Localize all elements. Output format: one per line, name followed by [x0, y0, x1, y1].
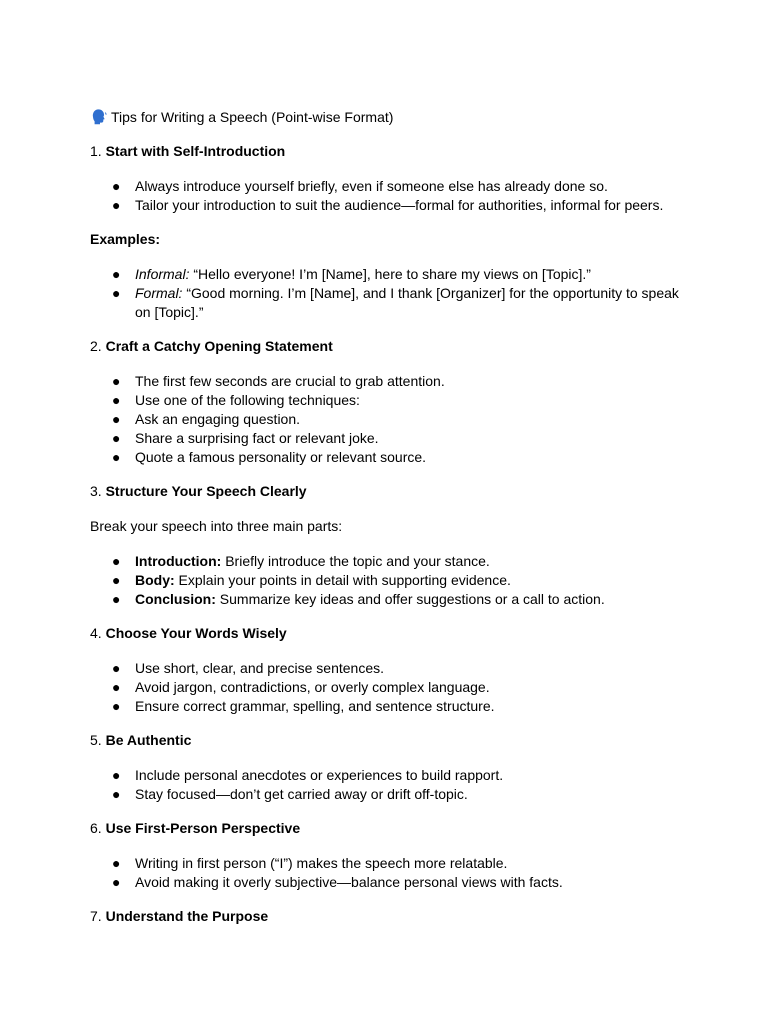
section-title: Craft a Catchy Opening Statement — [105, 338, 333, 354]
list-item — [90, 590, 690, 609]
list-item-text: Ensure correct grammar, spelling, and sentence structure. — [135, 698, 495, 714]
bullet-icon: ● — [112, 855, 121, 871]
section-heading-5 — [90, 731, 690, 750]
part-label: Conclusion: — [135, 591, 216, 607]
list-item — [90, 659, 690, 678]
part-label: Introduction: — [135, 553, 222, 569]
example-label: Informal: — [135, 266, 190, 282]
section-title: Understand the Purpose — [105, 908, 269, 924]
examples-label: Examples: — [90, 231, 161, 247]
bullet-icon: ● — [112, 786, 121, 802]
list-item — [90, 854, 690, 873]
bullet-list — [90, 552, 690, 609]
document-title-row — [90, 107, 690, 126]
list-item-text: Avoid making it overly subjective—balance personal views with facts. — [135, 874, 563, 890]
list-item — [90, 284, 690, 322]
bullet-icon: ● — [112, 266, 121, 282]
section-heading-4 — [90, 624, 690, 643]
bullet-list — [90, 766, 690, 804]
example-text: “Good morning. I’m [Name], and I thank [Organizer] for the opportunity to speak on [Topic].” — [135, 285, 679, 320]
list-item-text: Share a surprising fact or relevant joke. — [135, 430, 379, 446]
bullet-icon: ● — [112, 767, 121, 783]
section-number: 4. — [90, 625, 102, 641]
part-text: Summarize key ideas and offer suggestions or a call to action. — [215, 591, 605, 607]
example-text: “Hello everyone! I’m [Name], here to share my views on [Topic].” — [189, 266, 591, 282]
list-item-text: Quote a famous personality or relevant source. — [135, 449, 427, 465]
part-label: Body: — [135, 572, 175, 588]
list-item-text: Avoid jargon, contradictions, or overly complex language. — [135, 679, 490, 695]
section-number: 1. — [90, 143, 102, 159]
bullet-list — [90, 854, 690, 892]
list-item-text: Include personal anecdotes or experiences to build rapport. — [135, 767, 504, 783]
list-item — [90, 571, 690, 590]
list-item-text: The first few seconds are crucial to grab attention. — [135, 373, 445, 389]
section-title: Structure Your Speech Clearly — [105, 483, 307, 499]
document-body — [90, 107, 690, 942]
section-heading-1 — [90, 142, 690, 161]
section-heading-7 — [90, 907, 690, 926]
list-item-text: Tailor your introduction to suit the audience—formal for authorities, informal for peers. — [135, 197, 664, 213]
list-item — [90, 391, 690, 410]
list-item — [90, 448, 690, 467]
section-number: 7. — [90, 908, 102, 924]
part-text: Briefly introduce the topic and your stance. — [221, 553, 490, 569]
list-item — [90, 678, 690, 697]
bullet-icon: ● — [112, 178, 121, 194]
section-number: 6. — [90, 820, 102, 836]
list-item — [90, 697, 690, 716]
list-item-text: Always introduce yourself briefly, even if someone else has already done so. — [135, 178, 608, 194]
bullet-icon: ● — [112, 373, 121, 389]
document-title: Tips for Writing a Speech (Point-wise Format) — [111, 108, 394, 125]
bullet-icon: ● — [112, 392, 121, 408]
section-title: Be Authentic — [105, 732, 192, 748]
bullet-icon: ● — [112, 679, 121, 695]
section-number: 5. — [90, 732, 102, 748]
speaking-head-icon — [90, 108, 107, 125]
section-heading-2 — [90, 337, 690, 356]
bullet-icon: ● — [112, 430, 121, 446]
bullet-list — [90, 372, 690, 467]
bullet-icon: ● — [112, 449, 121, 465]
bullet-icon: ● — [112, 591, 121, 607]
section-heading-6 — [90, 819, 690, 838]
bullet-list — [90, 177, 690, 215]
list-item-text: Use short, clear, and precise sentences. — [135, 660, 385, 676]
list-item — [90, 410, 690, 429]
bullet-icon: ● — [112, 411, 121, 427]
section-title: Start with Self-Introduction — [105, 143, 286, 159]
section-number: 3. — [90, 483, 102, 499]
section-heading-3 — [90, 482, 690, 501]
bullet-icon: ● — [112, 572, 121, 588]
section-title: Use First-Person Perspective — [105, 820, 301, 836]
part-text: Explain your points in detail with supporting evidence. — [174, 572, 511, 588]
list-item — [90, 429, 690, 448]
list-item-text: Ask an engaging question. — [135, 411, 301, 427]
list-item — [90, 265, 690, 284]
bullet-icon: ● — [112, 285, 121, 301]
bullet-icon: ● — [112, 553, 121, 569]
list-item — [90, 372, 690, 391]
list-item-text: Use one of the following techniques: — [135, 392, 360, 408]
list-item — [90, 177, 690, 196]
list-item — [90, 552, 690, 571]
bullet-icon: ● — [112, 874, 121, 890]
bullet-icon: ● — [112, 197, 121, 213]
list-item-text: Stay focused—don’t get carried away or drift off-topic. — [135, 786, 468, 802]
section-intro: Break your speech into three main parts: — [90, 518, 343, 534]
section-title: Choose Your Words Wisely — [105, 625, 287, 641]
examples-list — [90, 265, 690, 322]
list-item — [90, 873, 690, 892]
example-label: Formal: — [135, 285, 183, 301]
bullet-icon: ● — [112, 698, 121, 714]
list-item — [90, 785, 690, 804]
list-item-text: Writing in first person (“I”) makes the speech more relatable. — [135, 855, 508, 871]
list-item — [90, 766, 690, 785]
bullet-icon: ● — [112, 660, 121, 676]
bullet-list — [90, 659, 690, 716]
list-item — [90, 196, 690, 215]
section-number: 2. — [90, 338, 102, 354]
